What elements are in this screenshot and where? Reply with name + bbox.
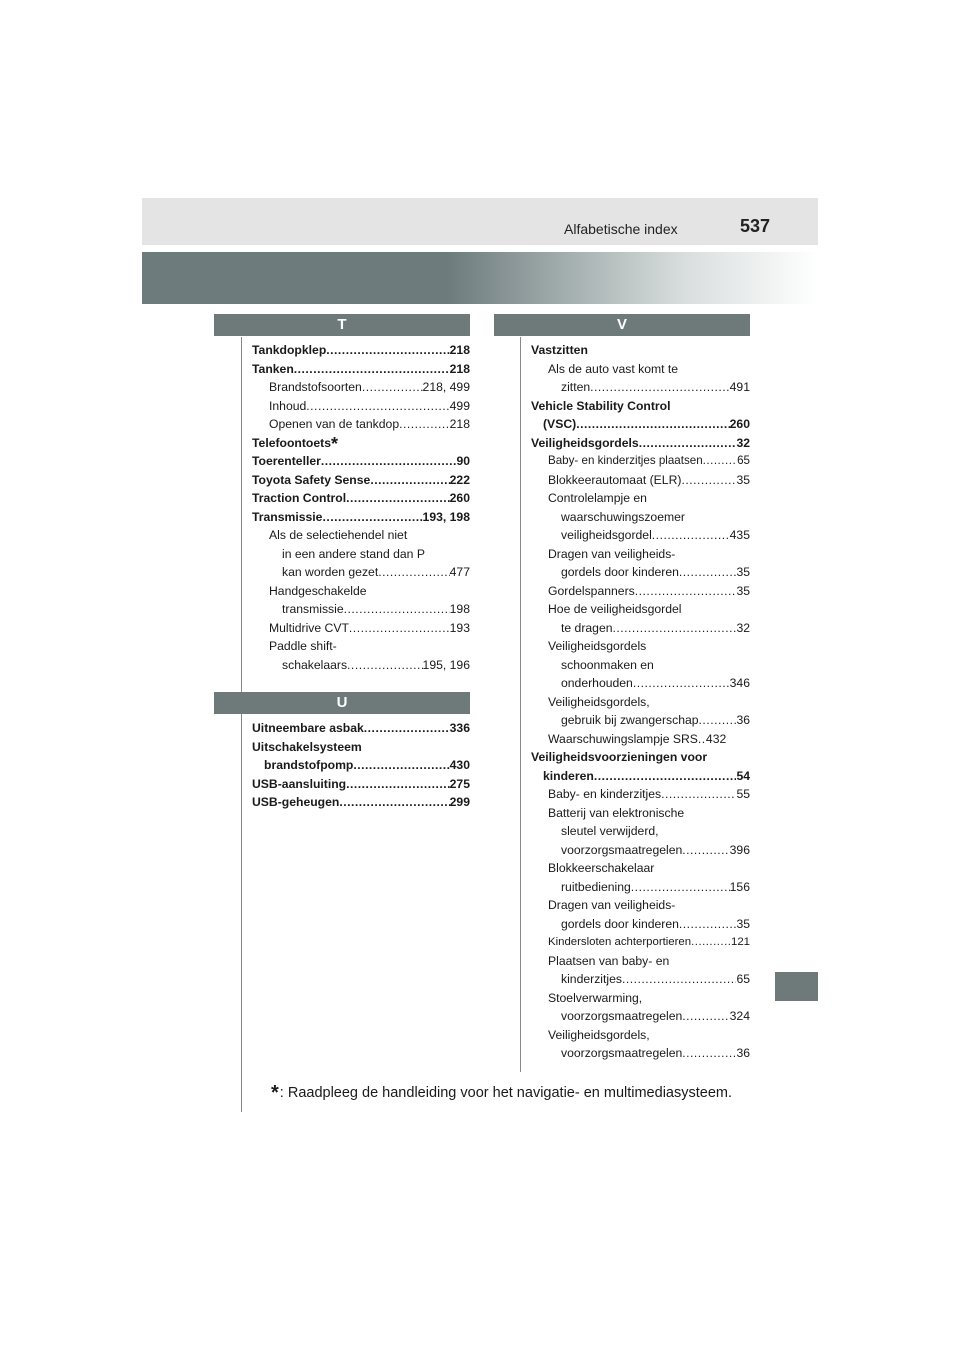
index-entry: Kindersloten achterportieren ..... 121 <box>531 933 750 952</box>
column-divider-left <box>241 337 242 1112</box>
index-entry: Hoe de veiligheidsgordel te dragen ..... 32 <box>531 600 750 637</box>
index-entry: Toyota Safety Sense ..... 222 <box>252 471 470 490</box>
index-entry: Blokkeerschakelaar ruitbediening ..... 156 <box>531 859 750 896</box>
index-entry: Veiligheidsgordels, voorzorgsmaatregelen ..... 36 <box>531 1026 750 1063</box>
index-entry: Waarschuwingslampje SRS ..... 432 <box>531 730 750 749</box>
index-entry: USB-geheugen ..... 299 <box>252 793 470 812</box>
index-entry: Vastzitten <box>531 343 588 357</box>
index-entry: Veiligheidsgordels ..... 32 <box>531 434 750 453</box>
index-entry: Tankdopklep ..... 218 <box>252 341 470 360</box>
index-entry: Controlelampje en waarschuwingszoemer veiligheidsgordel ..... 435 <box>531 489 750 545</box>
index-entry: Multidrive CVT ..... 193 <box>252 619 470 638</box>
index-entry: Telefoontoets* <box>252 433 339 454</box>
page-number: 537 <box>740 216 771 236</box>
footnote: *: Raadpleeg de handleiding voor het navigatie- en multimediasysteem. <box>271 1082 732 1104</box>
decorative-band <box>142 252 818 304</box>
index-entry: Veiligheidsgordels, gebruik bij zwangerschap ..... 36 <box>531 693 750 730</box>
index-entry: Toerenteller ..... 90 <box>252 452 470 471</box>
index-entry: Baby- en kinderzitjes ..... 55 <box>531 785 750 804</box>
footnote-mark: * <box>331 433 339 454</box>
index-entry: Stoelverwarming, voorzorgsmaatregelen ..... 324 <box>531 989 750 1026</box>
chapter-tab <box>775 972 818 1001</box>
index-entry: USB-aansluiting ..... 275 <box>252 775 470 794</box>
index-entry: Dragen van veiligheids- gordels door kinderen ..... 35 <box>531 896 750 933</box>
index-column-t <box>252 341 470 674</box>
index-entry: Uitschakelsysteem brandstofpomp ..... 430 <box>252 738 470 775</box>
index-column-v <box>531 341 750 1063</box>
index-entry: Batterij van elektronische sleutel verwijderd, voorzorgsmaatregelen ..... 396 <box>531 804 750 860</box>
index-entry: Handgeschakelde transmissie ..... 198 <box>252 582 470 619</box>
index-entry: Veiligheidsgordels schoonmaken en onderhouden ..... 346 <box>531 637 750 693</box>
footnote-mark: * <box>271 1082 279 1104</box>
index-entry: Gordelspanners ..... 35 <box>531 582 750 601</box>
index-entry: Baby- en kinderzitjes plaatsen ..... 65 <box>531 452 750 471</box>
index-entry: Transmissie ..... 193, 198 <box>252 508 470 527</box>
index-entry: Als de auto vast komt te zitten ..... 491 <box>531 360 750 397</box>
index-column-u <box>252 719 470 812</box>
index-entry: Inhoud ..... 499 <box>252 397 470 416</box>
index-entry: Veiligheidsvoorzieningen voor kinderen ..... 54 <box>531 748 750 785</box>
index-entry: Paddle shift- schakelaars ..... 195, 196 <box>252 637 470 674</box>
section-header-v: V <box>494 314 750 336</box>
index-entry: Brandstofsoorten ..... 218, 499 <box>252 378 470 397</box>
index-entry: Blokkeerautomaat (ELR) ..... 35 <box>531 471 750 490</box>
header-bar <box>142 198 818 245</box>
section-header-u: U <box>214 692 470 714</box>
index-entry: Openen van de tankdop ..... 218 <box>252 415 470 434</box>
index-entry: Plaatsen van baby- en kinderzitjes ..... 65 <box>531 952 750 989</box>
index-entry: Uitneembare asbak ..... 336 <box>252 719 470 738</box>
index-entry: Als de selectiehendel niet in een andere stand dan P kan worden gezet ..... 477 <box>252 526 470 582</box>
index-entry: Dragen van veiligheids- gordels door kinderen ..... 35 <box>531 545 750 582</box>
section-header-t: T <box>214 314 470 336</box>
page-title: Alfabetische index <box>564 221 678 237</box>
index-entry: Vehicle Stability Control (VSC) ..... 260 <box>531 397 750 434</box>
index-entry: Tanken ..... 218 <box>252 360 470 379</box>
index-entry: Traction Control ..... 260 <box>252 489 470 508</box>
column-divider-middle <box>520 337 521 1072</box>
